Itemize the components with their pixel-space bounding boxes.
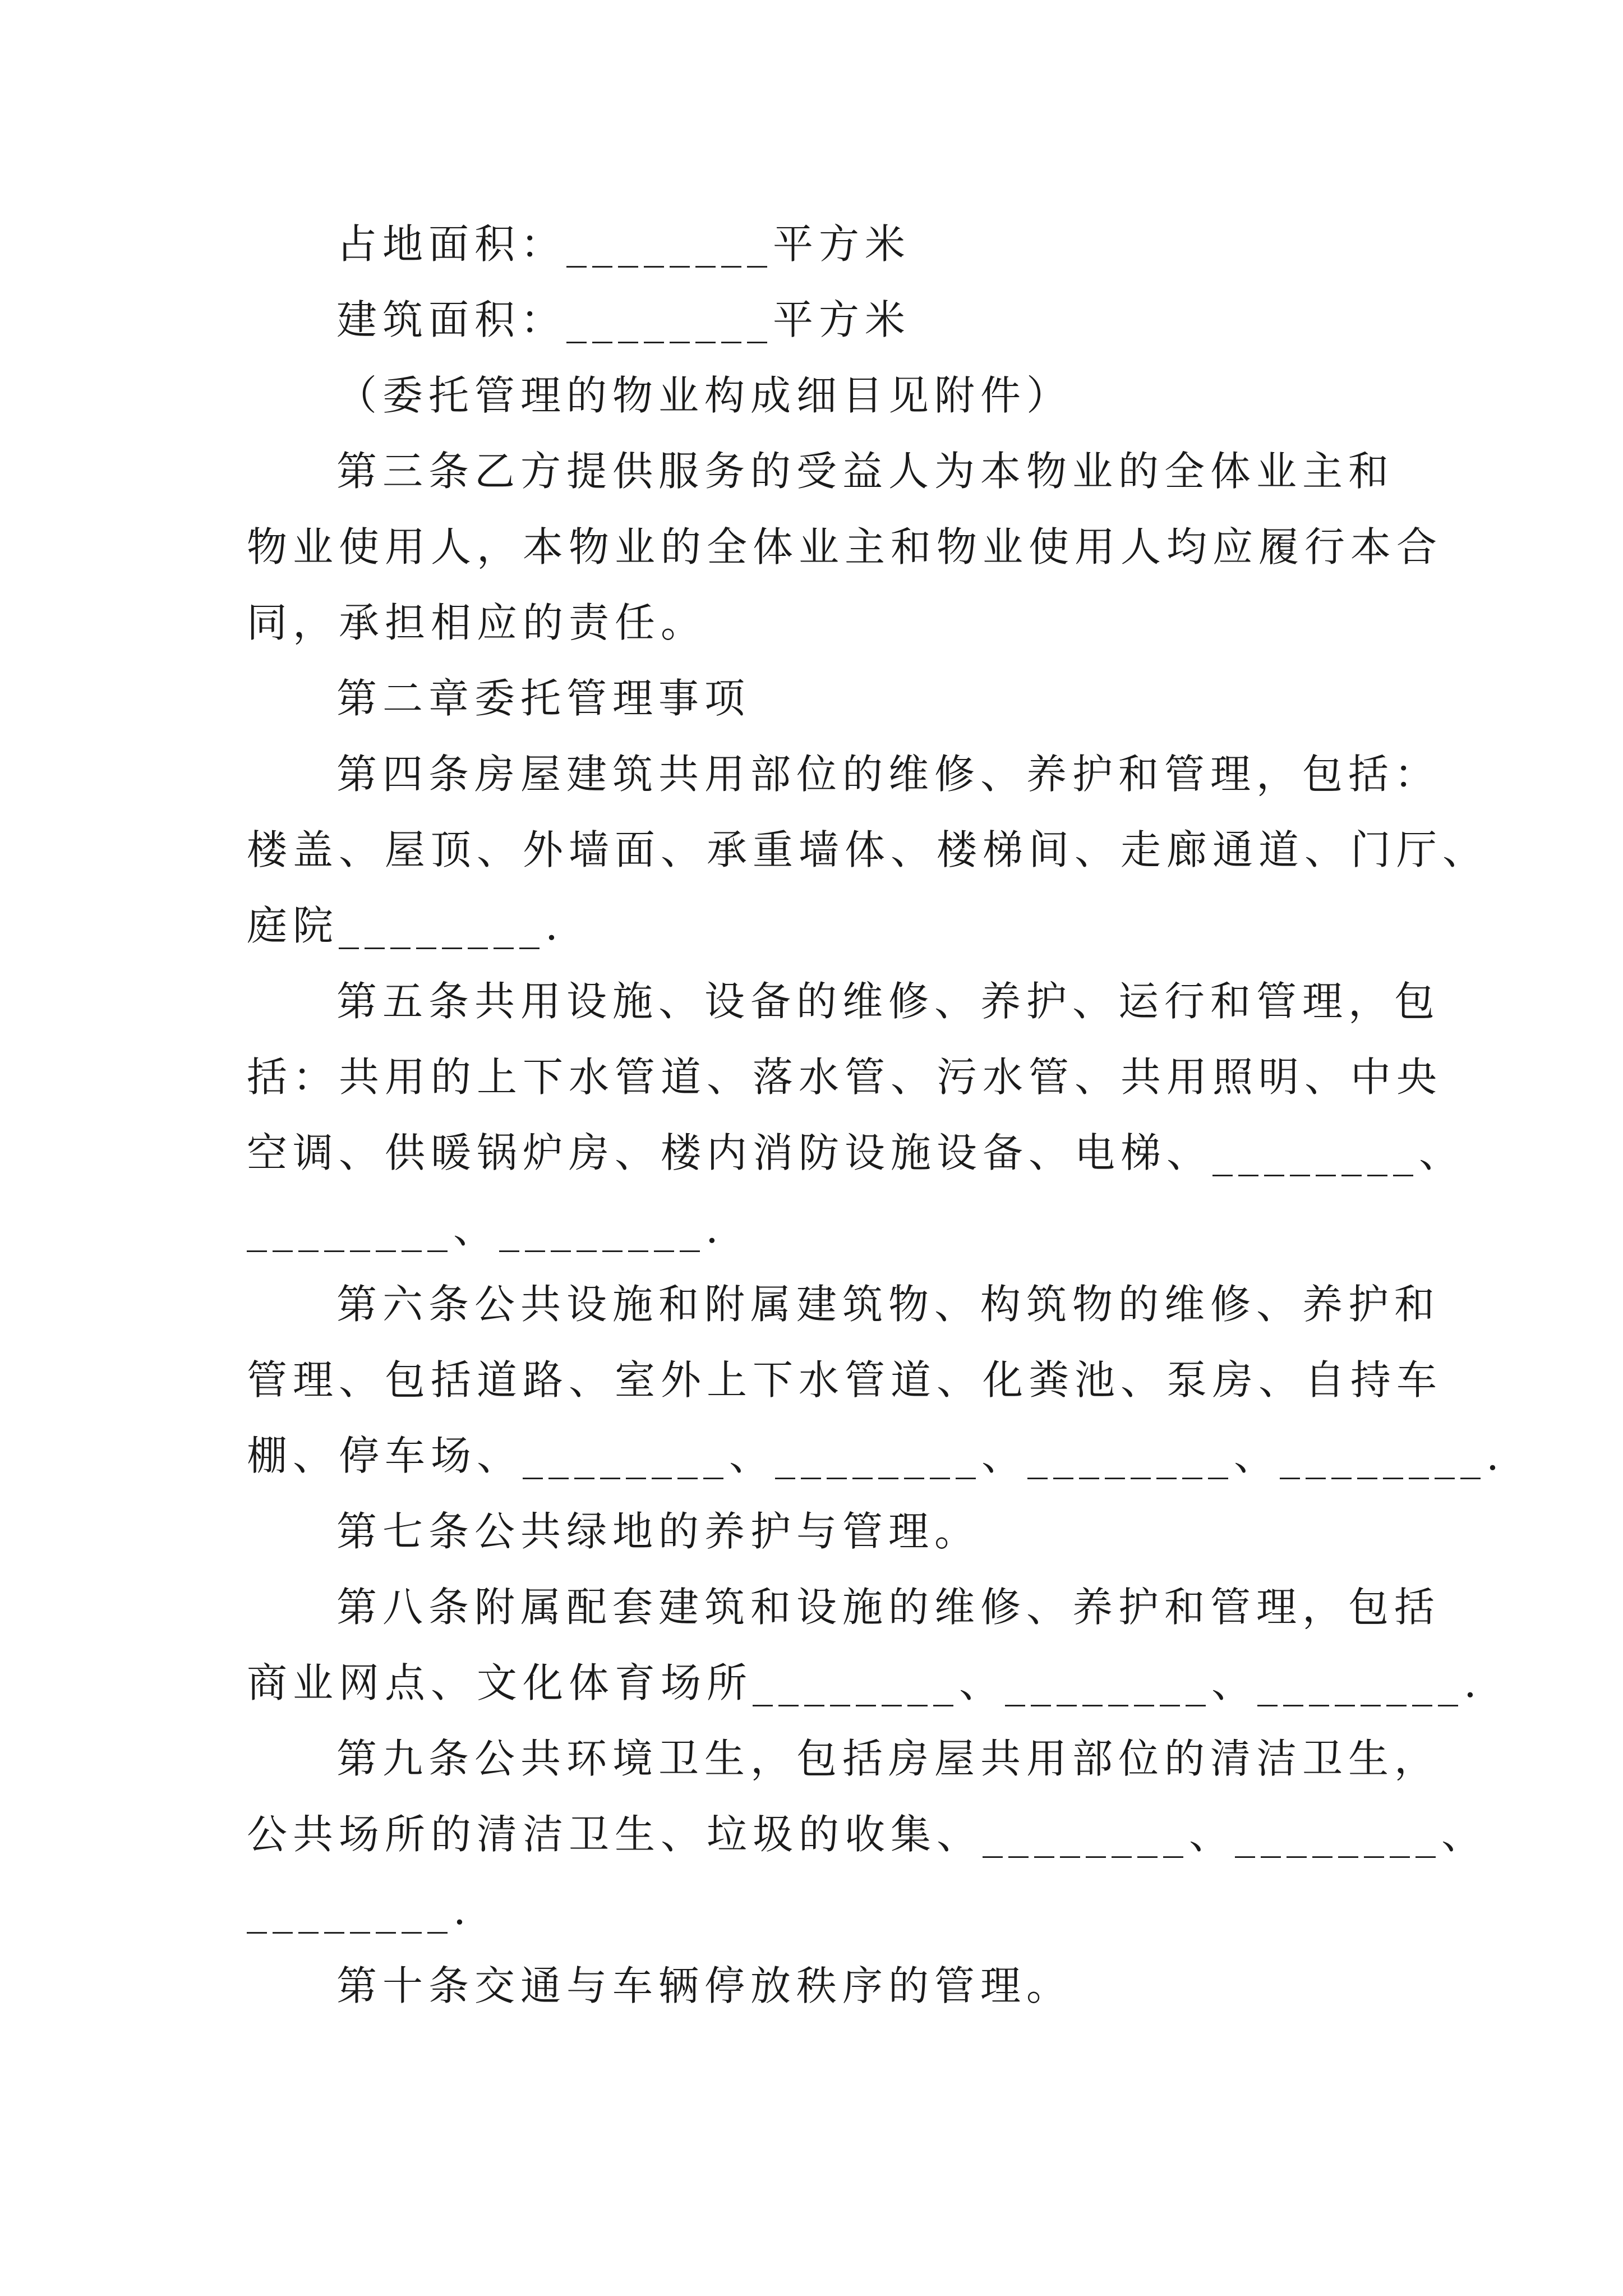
article-4-line-3: 庭院________. <box>247 902 564 949</box>
article-6-line-2: 管理、包括道路、室外上下水管道、化粪池、泵房、自持车 <box>247 1356 1443 1404</box>
attachment-note: （委托管理的物业构成细目见附件） <box>336 372 1073 419</box>
article-5-line-3: 空调、供暖锅炉房、楼内消防设施设备、电梯、________、 <box>247 1129 1465 1176</box>
article-9-line-3: ________. <box>247 1887 472 1934</box>
article-7-line-1: 第七条公共绿地的养护与管理。 <box>336 1508 981 1555</box>
article-5-line-1: 第五条共用设施、设备的维修、养护、运行和管理，包 <box>336 978 1441 1025</box>
article-3-line-1: 第三条乙方提供服务的受益人为本物业的全体业主和 <box>336 448 1395 495</box>
chapter-2-heading: 第二章委托管理事项 <box>336 675 751 722</box>
article-3-line-3: 同，承担相应的责任。 <box>247 599 707 646</box>
article-9-line-2: 公共场所的清洁卫生、垃圾的收集、________、________、 <box>247 1811 1488 1858</box>
land-area-line: 占地面积：________平方米 <box>336 220 911 268</box>
article-9-line-1: 第九条公共环境卫生，包括房屋共用部位的清洁卫生， <box>336 1735 1441 1782</box>
article-5-line-2: 括：共用的上下水管道、落水管、污水管、共用照明、中央 <box>247 1053 1443 1101</box>
article-6-line-1: 第六条公共设施和附属建筑物、构筑物的维修、养护和 <box>336 1281 1441 1328</box>
article-8-line-1: 第八条附属配套建筑和设施的维修、养护和管理，包括 <box>336 1584 1441 1631</box>
article-6-line-3: 棚、停车场、________、________、________、________. <box>247 1432 1505 1479</box>
article-5-line-4: ________、________. <box>247 1205 724 1252</box>
building-area-line: 建筑面积：________平方米 <box>336 296 911 343</box>
article-8-line-2: 商业网点、文化体育场所________、________、________. <box>247 1659 1482 1706</box>
article-4-line-1: 第四条房屋建筑共用部位的维修、养护和管理，包括： <box>336 751 1441 798</box>
article-10-line-1: 第十条交通与车辆停放秩序的管理。 <box>336 1962 1073 2009</box>
article-4-line-2: 楼盖、屋顶、外墙面、承重墙体、楼梯间、走廊通道、门厅、 <box>247 826 1489 873</box>
article-3-line-2: 物业使用人，本物业的全体业主和物业使用人均应履行本合 <box>247 523 1443 570</box>
